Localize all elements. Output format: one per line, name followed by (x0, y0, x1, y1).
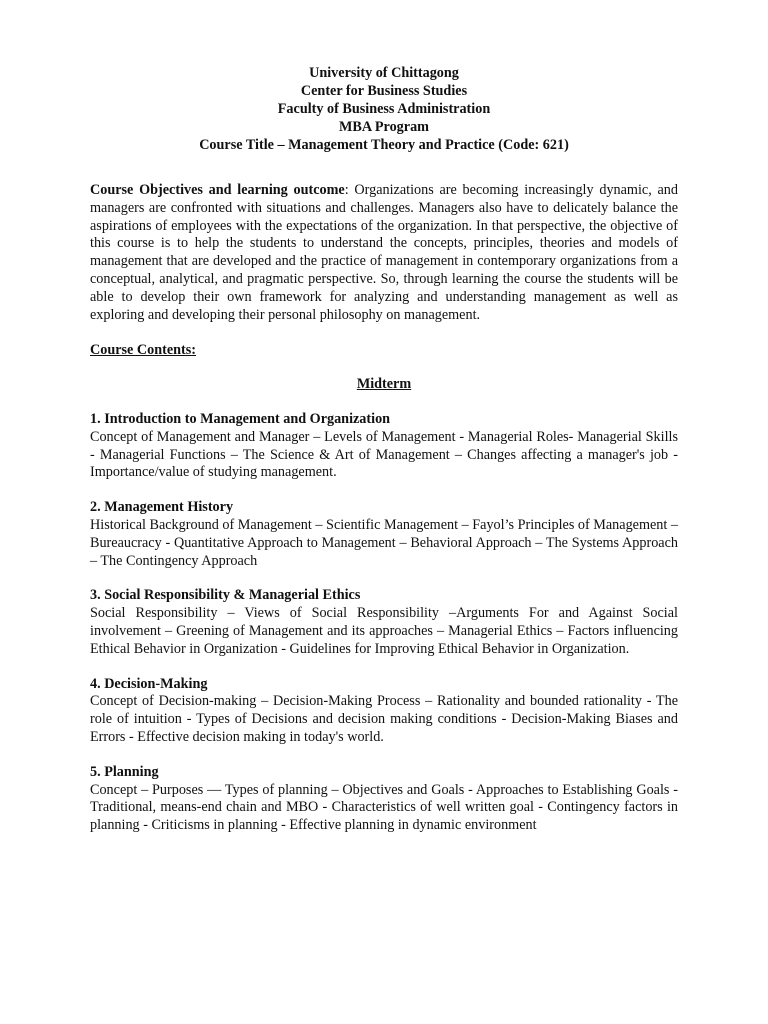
university-name: University of Chittagong (309, 65, 459, 81)
section-body: Social Responsibility – Views of Social Responsibility –Arguments For and Against Social involvement – Greening of Management and its approaches – Managerial Ethics – Factors influencing Ethical Behavior in Organization - Guidelines for Improving Ethical Behavior in Organization. (90, 605, 678, 657)
section-introduction (90, 411, 678, 482)
section-body: Concept of Decision-making – Decision-Making Process – Rationality and bounded rationality - The role of intuition - Types of Decisions and decision making conditions - Decision-Making Biases and Errors - Effective decision making in today's world. (90, 693, 678, 745)
section-body: Concept of Management and Manager – Levels of Management - Managerial Roles- Managerial Skills - Managerial Functions – The Science & Art of Management – Changes affecting a manager's job - Importance/value of studying management. (90, 428, 678, 481)
course-objectives-text: : Organizations are becoming increasingly dynamic, and managers are confronted with situations and challenges. Managers also have to delicately balance the aspirations of employees with the expectations of the organization. In that perspective, the objective of this course is to help the students to understand the concepts, principles, theories and models of management that are developed and the practice of management in contemporary organizations from a conceptual, analytical, and pragmatic perspective. So, through learning the course the students will be able to develop their own framework for analyzing and understanding management as well as exploring and developing their personal philosophy on management. (90, 182, 678, 323)
section-title: 3. Social Responsibility & Managerial Ethics (90, 587, 361, 604)
section-management-history (90, 499, 678, 570)
course-objectives-lead: Course Objectives and learning outcome (90, 182, 345, 198)
section-decision-making (90, 676, 678, 747)
document-header (90, 64, 678, 154)
course-objectives-paragraph (90, 182, 678, 324)
course-contents-heading: Course Contents: (90, 342, 197, 359)
section-title: 5. Planning (90, 763, 159, 780)
section-title: 2. Management History (90, 499, 234, 516)
section-title: 4. Decision-Making (90, 675, 208, 692)
faculty-name: Faculty of Business Administration (277, 101, 491, 117)
section-body: Concept – Purposes — Types of planning – Objectives and Goals - Approaches to Establishing Goals - Traditional, means-end chain and MBO - Characteristics of well written goal - Contingency factors in planning - Criticisms in planning - Effective planning in dynamic environment (90, 781, 678, 834)
section-body: Historical Background of Management – Scientific Management – Fayol’s Principles of Management – Bureaucracy - Quantitative Approach to Management – Behavioral Approach – The Systems Approach – The Contingency Approach (90, 516, 678, 569)
course-title: Course Title – Management Theory and Practice (Code: 621) (199, 137, 569, 153)
section-planning (90, 764, 678, 835)
document-page (90, 64, 678, 835)
midterm-heading: Midterm (356, 376, 412, 393)
center-name: Center for Business Studies (300, 83, 468, 99)
section-title: 1. Introduction to Management and Organization (90, 410, 391, 427)
program-name: MBA Program (339, 119, 429, 135)
section-social-responsibility (90, 587, 678, 658)
